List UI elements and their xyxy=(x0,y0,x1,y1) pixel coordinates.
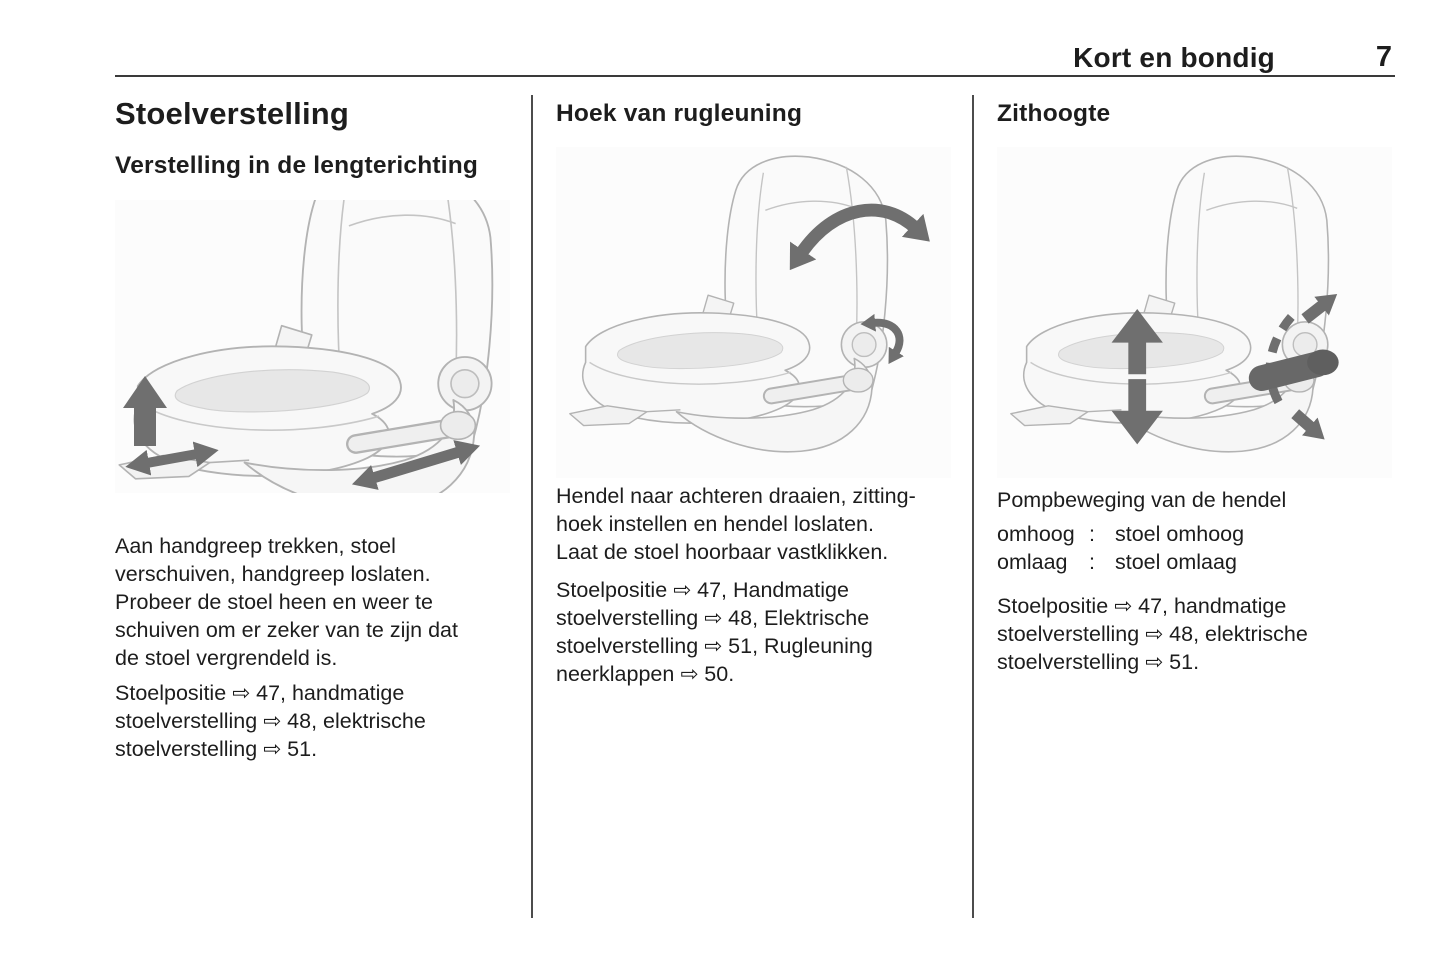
seat-artwork xyxy=(1011,156,1329,452)
seat-artwork xyxy=(119,200,492,493)
text-line: neerklappen ⇨ 50. xyxy=(556,662,735,686)
seat-longitudinal-illustration xyxy=(115,200,510,493)
text-line: Stoelpositie ⇨ 47, handmatige xyxy=(997,594,1287,618)
cross-reference-paragraph xyxy=(556,576,873,688)
text-line: Aan handgreep trekken, stoel xyxy=(115,534,396,558)
text-line: hoek instellen en hendel loslaten. xyxy=(556,512,874,536)
text-line: stoelverstelling ⇨ 51. xyxy=(115,737,318,761)
text-line: verschuiven, handgreep loslaten. xyxy=(115,562,431,586)
subsection-title-lengterichting: Verstelling in de lengterichting xyxy=(115,152,479,179)
text-line: Probeer de stoel heen en weer te xyxy=(115,590,433,614)
body-paragraph xyxy=(115,532,458,672)
column-zithoogte xyxy=(997,0,1397,965)
text-line: Stoelpositie ⇨ 47, Handmatige xyxy=(556,578,849,602)
cross-reference-paragraph xyxy=(115,679,426,763)
text-line: stoelverstelling ⇨ 48, Elektrische xyxy=(556,606,870,630)
subsection-title-rugleuning: Hoek van rugleuning xyxy=(556,100,803,127)
text-line: stoelverstelling ⇨ 48, elektrische xyxy=(997,622,1308,646)
column-separator-1 xyxy=(531,95,533,918)
column-hoek-van-rugleuning xyxy=(556,0,956,965)
body-paragraph xyxy=(556,482,916,566)
section-title: Stoelverstelling xyxy=(115,96,350,131)
cross-reference-paragraph xyxy=(997,592,1308,676)
text-line: de stoel vergrendeld is. xyxy=(115,646,338,670)
definition-colon: : xyxy=(1089,550,1095,574)
definition-description: stoel omlaag xyxy=(1115,550,1237,574)
page-number: 7 xyxy=(1375,41,1392,73)
column-separator-2 xyxy=(972,95,974,918)
subsection-title-zithoogte: Zithoogte xyxy=(997,100,1111,127)
text-line: schuiven om er zeker van te zijn dat xyxy=(115,618,458,642)
definition-term: omhoog xyxy=(997,522,1075,546)
seat-height-adjustment-illustration xyxy=(997,147,1392,478)
text-line: stoelverstelling ⇨ 51. xyxy=(997,650,1200,674)
body-paragraph xyxy=(997,486,1286,514)
text-line: stoelverstelling ⇨ 51, Rugleuning xyxy=(556,634,873,658)
definition-list xyxy=(997,520,1244,576)
text-line: stoelverstelling ⇨ 48, elektrische xyxy=(115,709,426,733)
seat-artwork xyxy=(570,156,888,452)
text-line: Hendel naar achteren draaien, zitting- xyxy=(556,484,916,508)
text-line: Pompbeweging van de hendel xyxy=(997,488,1287,512)
text-line: Stoelpositie ⇨ 47, handmatige xyxy=(115,681,405,705)
definition-row-omlaag xyxy=(997,548,1244,576)
text-line: Laat de stoel hoorbaar vastklikken. xyxy=(556,540,889,564)
column-stoelverstelling xyxy=(115,0,515,965)
definition-description: stoel omhoog xyxy=(1115,522,1245,546)
definition-row-omhoog xyxy=(997,520,1244,548)
seat-backrest-angle-illustration xyxy=(556,147,951,478)
definition-term: omlaag xyxy=(997,550,1068,574)
page-header-title: Kort en bondig xyxy=(1073,42,1275,73)
definition-colon: : xyxy=(1089,522,1095,546)
